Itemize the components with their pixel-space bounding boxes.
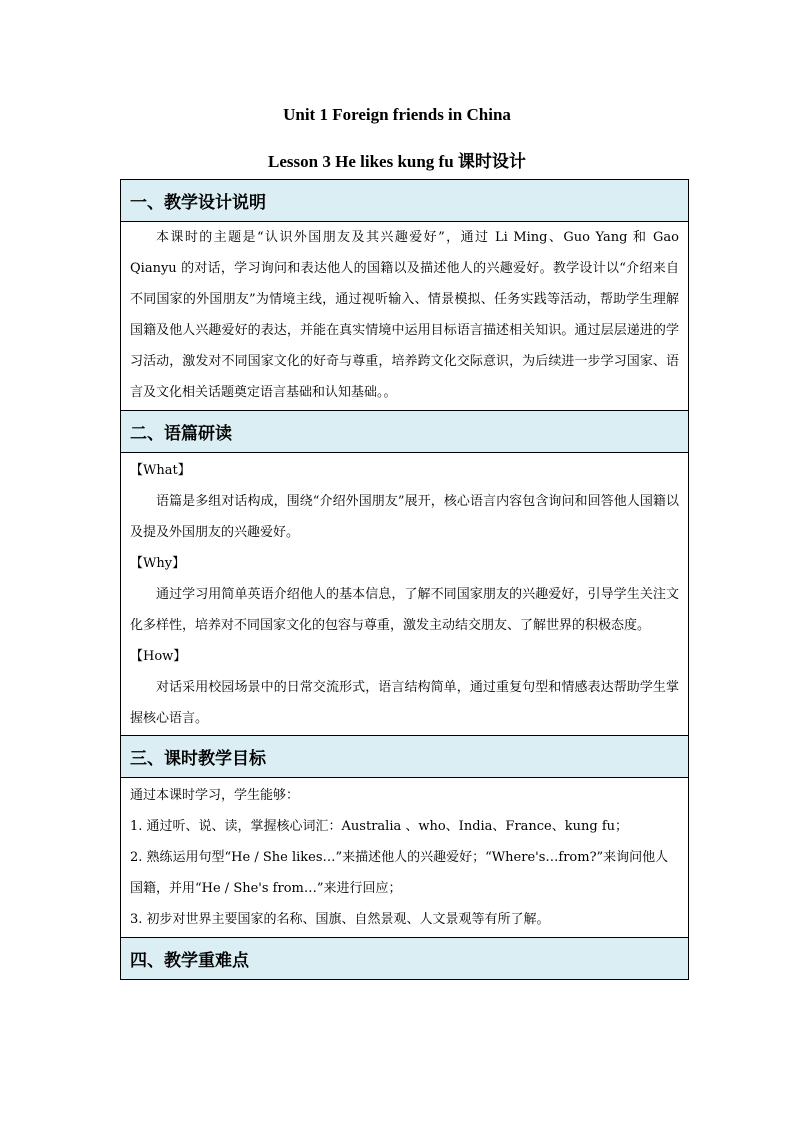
what-paragraph: 语篇是多组对话构成，围绕“介绍外国朋友”展开，核心语言内容包含询问和回答他人国籍以及提及外国朋友的兴趣爱好。 bbox=[130, 494, 679, 540]
why-label: 【Why】 bbox=[130, 556, 186, 571]
objective-item: 2. 熟练运用句型“He / She likes…”来描述他人的兴趣爱好；“Where's…from?”来询问他人国籍，并用“He / She's from…”来进行回应； bbox=[130, 850, 669, 896]
section-header-objectives bbox=[121, 736, 689, 778]
objective-item: 3. 初步对世界主要国家的名称、国旗、自然景观、人文景观等有所了解。 bbox=[130, 912, 550, 927]
section-header-key-points bbox=[121, 938, 689, 980]
section-header-design-notes bbox=[121, 180, 689, 222]
section-body-design-notes bbox=[121, 222, 689, 411]
how-paragraph: 对话采用校园场景中的日常交流形式，语言结构简单，通过重复句型和情感表达帮助学生掌握核心语言。 bbox=[130, 680, 679, 726]
how-label: 【How】 bbox=[130, 649, 187, 664]
document-subtitle: Lesson 3 He likes kung fu 课时设计 bbox=[268, 152, 526, 171]
what-label: 【What】 bbox=[130, 463, 191, 478]
section-heading: 二、语篇研读 bbox=[121, 411, 689, 453]
objective-item: 1. 通过听、说、读，掌握核心词汇：Australia 、who、India、France、kung fu； bbox=[130, 819, 629, 834]
lesson-design-table bbox=[120, 179, 689, 980]
section-heading: 四、教学重难点 bbox=[121, 938, 689, 980]
section-header-text-analysis bbox=[121, 411, 689, 453]
section-heading: 三、课时教学目标 bbox=[121, 736, 689, 778]
section-body-text-analysis bbox=[121, 453, 689, 736]
document-title: Unit 1 Foreign friends in China bbox=[283, 105, 511, 124]
design-notes-paragraph: 本课时的主题是“认识外国朋友及其兴趣爱好”，通过 Li Ming、Guo Yang 和 Gao Qianyu 的对话，学习询问和表达他人的国籍以及描述他人的兴趣爱好。教学设计以“介绍来自不同国家的外国朋友”为情境主线，通过视听输入、情景模拟、任务实践等活动，帮助学生理解国籍及他人兴趣爱好的表达，并能在真实情境中运用目标语言描述相关知识。通过层层递进的学习活动，激发对不同国家文化的好奇与尊重，培养跨文化交际意识，为后续进一步学习国家、语言及文化相关话题奠定语言基础和认知基础。。 bbox=[130, 230, 679, 400]
why-paragraph: 通过学习用简单英语介绍他人的基本信息，了解不同国家朋友的兴趣爱好，引导学生关注文化多样性，培养对不同国家文化的包容与尊重，激发主动结交朋友、了解世界的积极态度。 bbox=[130, 587, 679, 633]
section-body-objectives bbox=[121, 778, 689, 938]
section-heading: 一、教学设计说明 bbox=[121, 180, 689, 222]
objectives-intro: 通过本课时学习，学生能够： bbox=[130, 788, 300, 803]
